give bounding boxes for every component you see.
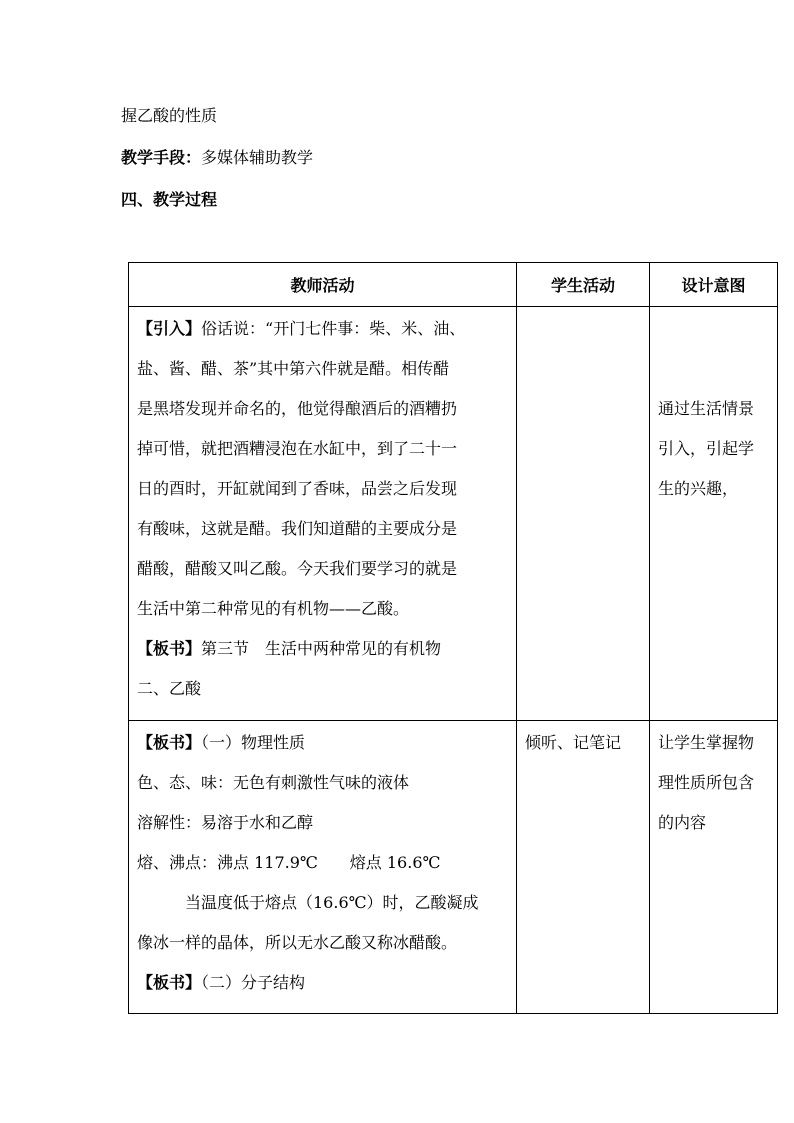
teacher-line: 当温度低于熔点（16.6℃）时，乙酸凝成 [185, 893, 479, 912]
teacher-line: 色、态、味：无色有刺激性气味的液体 [137, 773, 410, 792]
teaching-process-table [128, 262, 778, 1014]
student-activity-cell [517, 721, 650, 1014]
teacher-line: 日的酉时，开缸就闻到了香味，品尝之后发现 [137, 479, 458, 498]
teaching-means-value: 多媒体辅助教学 [201, 148, 314, 167]
design-line: 生的兴趣， [658, 479, 739, 498]
design-intent-cell [650, 721, 778, 1014]
design-line: 理性质所包含 [658, 773, 755, 792]
table-row [129, 721, 778, 1014]
teacher-line: 【板书】（一）物理性质 [137, 733, 306, 752]
design-line: 引入，引起学 [658, 439, 755, 458]
teacher-line: 是黑塔发现并命名的，他觉得酿酒后的酒糟扔 [137, 399, 458, 418]
teacher-line: 溶解性：易溶于水和乙醇 [137, 813, 314, 832]
header-design-intent: 设计意图 [650, 263, 778, 307]
teacher-line: 生活中第二种常见的有机物——乙酸。 [137, 599, 410, 618]
teacher-line: 二、乙酸 [137, 679, 202, 698]
intro-line: 握乙酸的性质 [121, 106, 218, 125]
teacher-activity-cell [129, 721, 517, 1014]
design-line: 通过生活情景 [658, 399, 755, 418]
teacher-line: 像冰一样的晶体，所以无水乙酸又称冰醋酸。 [137, 933, 458, 952]
teacher-activity-cell [129, 307, 517, 721]
teaching-means [121, 148, 313, 168]
teacher-line: 醋酸，醋酸又叫乙酸。今天我们要学习的就是 [137, 559, 458, 578]
teacher-line: 掉可惜，就把酒糟浸泡在水缸中，到了二十一 [137, 439, 458, 458]
header-teacher-activity: 教师活动 [129, 263, 517, 307]
teacher-line: 有酸味，这就是醋。我们知道醋的主要成分是 [137, 519, 458, 538]
design-intent-cell [650, 307, 778, 721]
design-line: 让学生掌握物 [658, 733, 755, 752]
teacher-line: 【引入】俗话说：“开门七件事：柴、米、油、 [137, 319, 466, 338]
teacher-line: 盐、酱、醋、茶”其中第六件就是醋。相传醋 [137, 359, 450, 378]
design-line: 的内容 [658, 813, 707, 832]
teacher-line: 【板书】（二）分子结构 [137, 973, 306, 992]
teacher-line: 【板书】第三节 生活中两种常见的有机物 [137, 639, 442, 658]
student-line: 倾听、记笔记 [525, 733, 622, 752]
student-activity-cell [517, 307, 650, 721]
teaching-means-label: 教学手段： [121, 148, 202, 167]
section-heading: 四、教学过程 [121, 190, 218, 209]
teacher-line: 熔、沸点：沸点 117.9℃ 熔点 16.6℃ [137, 853, 441, 872]
header-student-activity: 学生活动 [517, 263, 650, 307]
table-row [129, 307, 778, 721]
